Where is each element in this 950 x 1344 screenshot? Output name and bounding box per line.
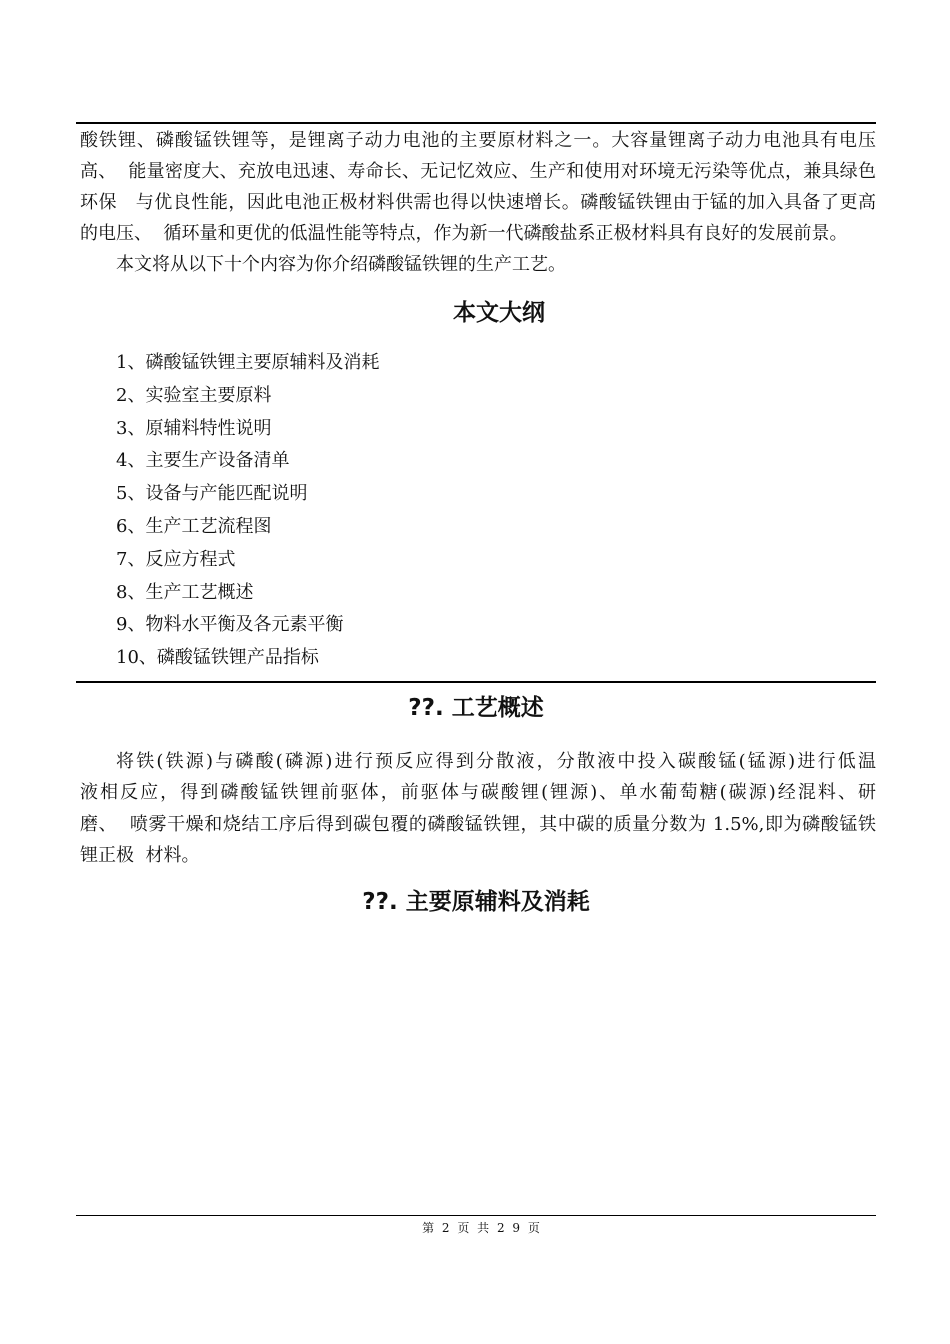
intro-line: 酸铁锂、磷酸锰铁锂等，是锂离子动力电池的主要原材料之一。大容量锂离子动力电池具有电压 [80, 130, 876, 151]
outline-list [116, 347, 816, 675]
outline-item: 10、磷酸锰铁锂产品指标 [116, 647, 319, 669]
process-overview-paragraph [80, 746, 876, 871]
process-line: 锂正极 材料。 [80, 844, 200, 866]
process-line: 磨、 喷雾干燥和烧结工序后得到碳包覆的磷酸锰铁锂，其中碳的质量分数为 1.5%,即为磷酸锰铁 [80, 813, 876, 835]
top-rule [76, 122, 876, 124]
intro-line: 环保 与优良性能，因此电池正极材料供需也得以快速增长。磷酸锰铁锂由于锰的加入具备了更高 [80, 192, 876, 213]
outline-title: 本文大纲 [453, 300, 545, 326]
outline-item: 1、磷酸锰铁锂主要原辅料及消耗 [116, 352, 380, 373]
outline-item: 7、反应方程式 [116, 548, 236, 570]
intro-paragraph [80, 125, 876, 280]
intro-closing-line: 本文将从以下十个内容为你介绍磷酸锰铁锂的生产工艺。 [116, 254, 566, 275]
outline-item: 6、生产工艺流程图 [116, 515, 272, 537]
intro-line: 的电压、 循环量和更优的低温性能等特点，作为新一代磷酸盐系正极材料具有良好的发展前景。 [80, 223, 848, 244]
outline-item: 5、设备与产能匹配说明 [116, 483, 308, 505]
page-number: 第 2 页 共 2 9 页 [422, 1221, 542, 1235]
outline-item: 4、主要生产设备清单 [116, 450, 290, 472]
outline-item: 9、物料水平衡及各元素平衡 [116, 614, 344, 636]
section-divider [76, 681, 876, 683]
footer-rule [76, 1215, 876, 1216]
outline-item: 8、生产工艺概述 [116, 581, 254, 603]
process-overview-title: ??. 工艺概述 [408, 695, 544, 721]
intro-line: 高、 能量密度大、充放电迅速、寿命长、无记忆效应、生产和使用对环境无污染等优点，兼具绿色 [80, 161, 876, 182]
process-line: 液相反应，得到磷酸锰铁锂前驱体，前驱体与碳酸锂(锂源)、单水葡萄糖(碳源)经混料、研 [80, 782, 876, 804]
materials-section-title: ??. 主要原辅料及消耗 [362, 889, 590, 915]
outline-item: 2、实验室主要原料 [116, 384, 272, 406]
process-line: 将铁(铁源)与磷酸(磷源)进行预反应得到分散液，分散液中投入碳酸锰(锰源)进行低温 [116, 751, 876, 772]
outline-item: 3、原辅料特性说明 [116, 417, 272, 439]
